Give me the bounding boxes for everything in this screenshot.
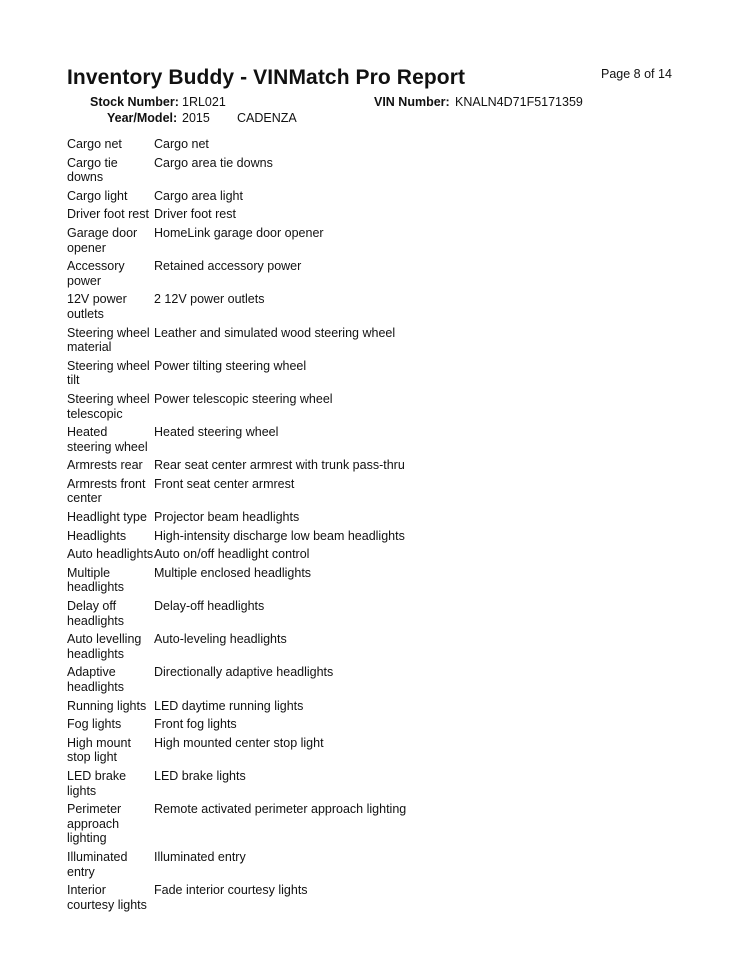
spec-name: Perimeter approach lighting xyxy=(67,802,122,846)
spec-name: Adaptive headlights xyxy=(67,665,124,694)
spec-value: Front seat center armrest xyxy=(154,476,295,491)
spec-name: Steering wheel telescopic xyxy=(67,391,150,421)
spec-row xyxy=(67,292,667,321)
spec-name: Driver foot rest xyxy=(67,207,149,222)
spec-row xyxy=(67,510,667,525)
spec-value: Cargo area tie downs xyxy=(154,155,273,170)
spec-name: Headlights xyxy=(67,528,127,543)
spec-value: Multiple enclosed headlights xyxy=(154,565,312,580)
spec-value: Illuminated entry xyxy=(154,849,246,864)
spec-row xyxy=(67,226,667,255)
spec-name: Interior courtesy lights xyxy=(67,883,147,912)
spec-row xyxy=(67,699,667,714)
spec-value: Fade interior courtesy lights xyxy=(154,883,308,898)
spec-name: Illuminated entry xyxy=(67,849,128,879)
spec-name: 12V power outlets xyxy=(67,292,127,321)
spec-name: Headlight type xyxy=(67,510,147,525)
spec-value: Driver foot rest xyxy=(154,207,236,222)
spec-value: Directionally adaptive headlights xyxy=(154,665,334,680)
spec-row xyxy=(67,736,667,765)
spec-name: LED brake lights xyxy=(67,768,127,798)
spec-name: Fog lights xyxy=(67,717,122,732)
spec-value: 2 12V power outlets xyxy=(154,292,265,307)
spec-value: Rear seat center armrest with trunk pass-thru xyxy=(154,458,405,473)
spec-row xyxy=(67,326,667,355)
spec-name: Cargo net xyxy=(67,137,122,151)
spec-value: Remote activated perimeter approach lighting xyxy=(154,802,407,817)
page-indicator: Page 8 of 14 xyxy=(601,67,672,81)
vin-number-label: VIN Number: xyxy=(374,95,450,109)
spec-row xyxy=(67,207,667,222)
spec-name: Accessory power xyxy=(67,259,125,288)
spec-name: Multiple headlights xyxy=(67,565,124,595)
spec-value: HomeLink garage door opener xyxy=(154,225,324,240)
report-title: Inventory Buddy - VINMatch Pro Report xyxy=(67,66,466,89)
spec-name: Steering wheel material xyxy=(67,325,150,355)
spec-row xyxy=(67,717,667,732)
spec-row xyxy=(67,425,667,454)
spec-value: Auto on/off headlight control xyxy=(154,547,310,562)
spec-row xyxy=(67,632,667,661)
spec-value: Power tilting steering wheel xyxy=(154,358,307,373)
spec-row xyxy=(67,156,667,185)
spec-row xyxy=(67,665,667,694)
spec-row xyxy=(67,566,667,595)
spec-value: Cargo net xyxy=(154,137,209,151)
spec-value: Heated steering wheel xyxy=(154,425,279,440)
spec-row xyxy=(67,883,667,912)
spec-name: Delay off headlights xyxy=(67,599,124,628)
stock-number-value: 1RL021 xyxy=(182,95,226,109)
spec-value: LED daytime running lights xyxy=(154,698,304,713)
spec-row xyxy=(67,359,667,388)
stock-number-label: Stock Number: xyxy=(90,95,179,109)
spec-name: Cargo tie downs xyxy=(67,155,118,185)
spec-value: Retained accessory power xyxy=(154,259,302,274)
spec-name: Heated steering wheel xyxy=(67,425,148,454)
spec-value: Auto-leveling headlights xyxy=(154,632,287,647)
year-value: 2015 xyxy=(182,111,210,125)
vin-number-value: KNALN4D71F5171359 xyxy=(455,95,583,109)
spec-name: Auto headlights xyxy=(67,547,154,562)
spec-value: Projector beam headlights xyxy=(154,510,300,525)
spec-value: Leather and simulated wood steering wheel xyxy=(154,325,396,340)
spec-name: High mount stop light xyxy=(67,735,131,765)
spec-row xyxy=(67,547,667,562)
spec-name: Auto levelling headlights xyxy=(67,632,142,661)
spec-row xyxy=(67,477,667,506)
spec-row xyxy=(67,392,667,421)
spec-row xyxy=(67,189,667,204)
spec-value: LED brake lights xyxy=(154,768,246,783)
spec-row xyxy=(67,599,667,628)
spec-name: Steering wheel tilt xyxy=(67,358,150,388)
spec-value: Front fog lights xyxy=(154,717,237,732)
spec-name: Running lights xyxy=(67,698,147,713)
spec-value: High-intensity discharge low beam headlights xyxy=(154,528,405,543)
spec-row xyxy=(67,529,667,544)
spec-value: Cargo area light xyxy=(154,188,243,203)
model-value: CADENZA xyxy=(237,111,297,125)
spec-row xyxy=(67,137,667,152)
spec-row xyxy=(67,850,667,879)
spec-name: Garage door opener xyxy=(67,225,138,255)
spec-row xyxy=(67,769,667,798)
spec-row xyxy=(67,802,667,846)
spec-name: Cargo light xyxy=(67,188,128,203)
spec-name: Armrests front center xyxy=(67,476,146,506)
spec-row xyxy=(67,259,667,288)
spec-value: High mounted center stop light xyxy=(154,735,324,750)
spec-list xyxy=(67,137,667,916)
spec-value: Delay-off headlights xyxy=(154,599,265,614)
spec-name: Armrests rear xyxy=(67,458,143,473)
spec-value: Power telescopic steering wheel xyxy=(154,391,333,406)
spec-row xyxy=(67,458,667,473)
year-model-label: Year/Model: xyxy=(107,111,178,125)
